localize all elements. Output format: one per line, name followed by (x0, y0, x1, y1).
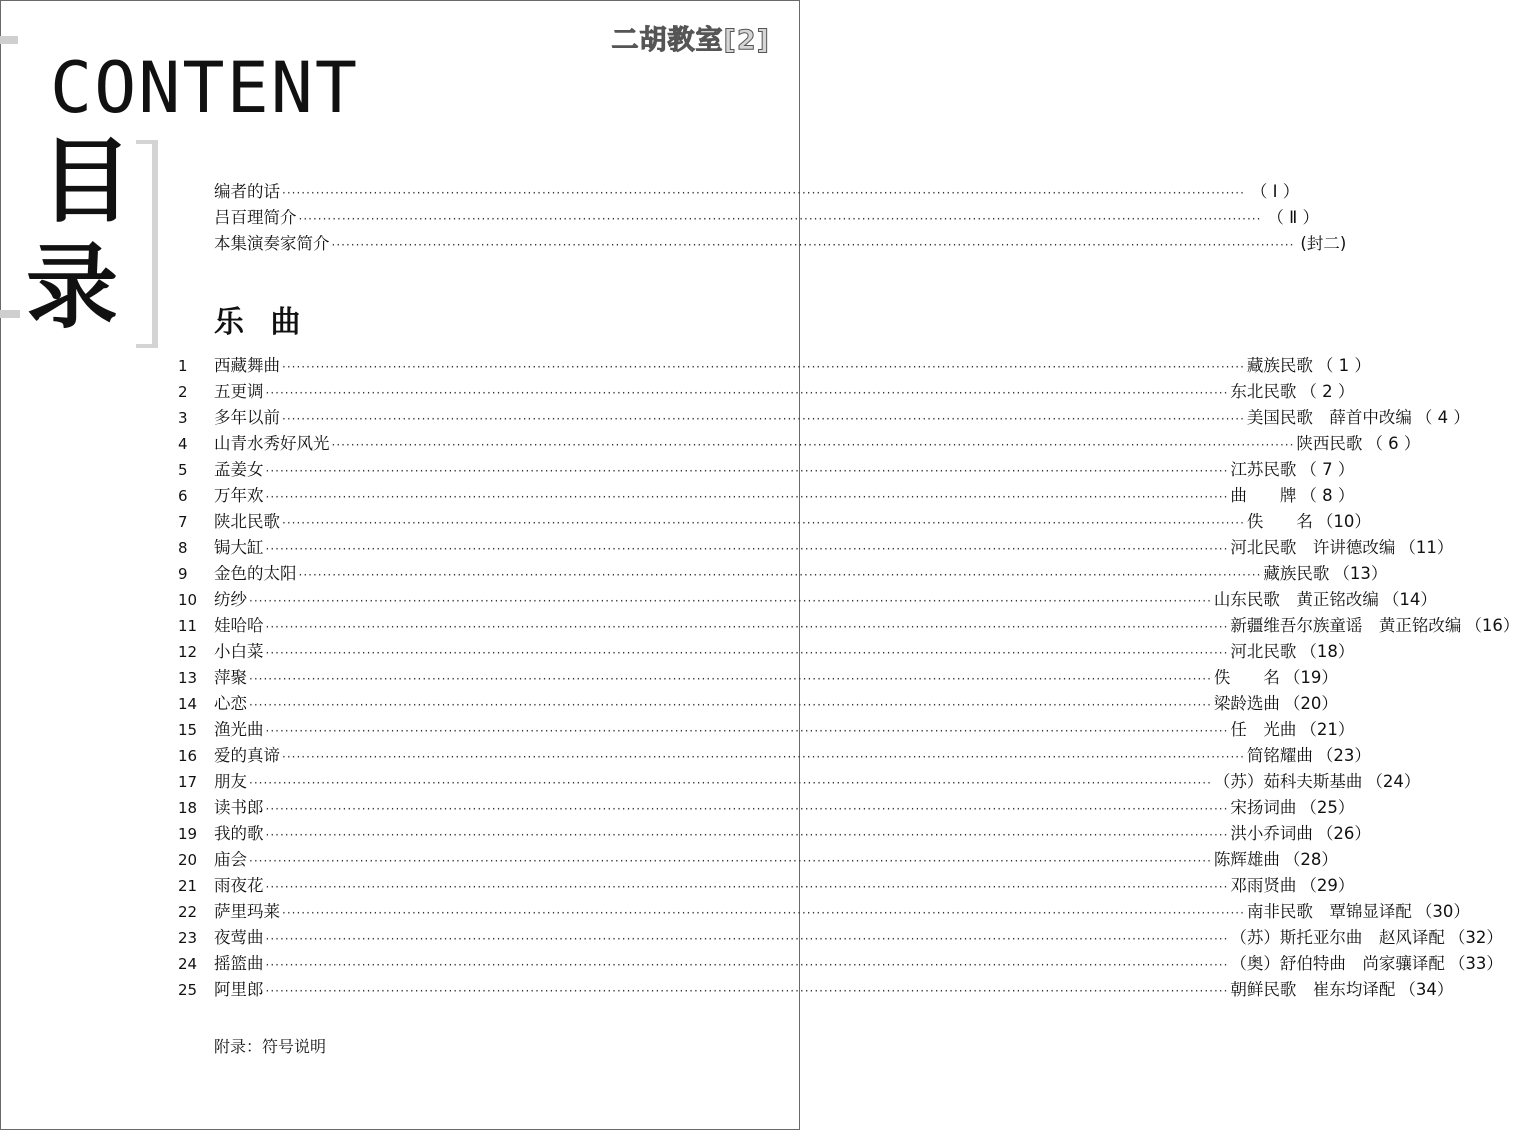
entry-author: 陕西民歌 (1296, 434, 1363, 453)
dot-leader: ········································································································································································································ (265, 464, 1229, 478)
entry-title: 萨里玛莱 (214, 902, 280, 921)
entry-page: （ 8 ） (1300, 486, 1355, 505)
toc-entry[interactable] (178, 586, 1437, 612)
dot-leader: ········································································································································································································ (265, 932, 1229, 946)
entry-author: 东北民歌 (1230, 382, 1297, 401)
toc-entry[interactable] (178, 716, 1355, 742)
entry-page: （19） (1283, 668, 1338, 687)
dot-leader: ········································································································································································································ (282, 750, 1245, 764)
toc-entry[interactable] (178, 482, 1355, 508)
entry-page: （16） (1465, 616, 1519, 635)
entry-page: （ Ⅱ ） (1267, 208, 1320, 227)
entry-page: （13） (1333, 564, 1388, 583)
entry-author: 佚 名 (1246, 512, 1313, 531)
entry-number: 9 (178, 565, 188, 583)
toc-entry[interactable] (178, 924, 1503, 950)
entry-title: 小白菜 (214, 642, 264, 661)
dot-leader: ········································································································································································································ (265, 724, 1229, 738)
entry-title: 纺纱 (214, 590, 247, 609)
entry-number: 18 (178, 799, 198, 817)
entry-page: （23） (1316, 746, 1371, 765)
entry-author: 宋扬词曲 (1230, 798, 1297, 817)
dot-leader: ········································································································································································································ (282, 360, 1245, 374)
dot-leader: ········································································································································································································ (249, 594, 1212, 608)
intro-list (214, 178, 1347, 256)
entry-page: （30） (1415, 902, 1470, 921)
entry-page: （20） (1283, 694, 1338, 713)
toc-entry[interactable] (214, 178, 1300, 204)
toc-entry[interactable] (178, 638, 1355, 664)
entry-page: （29） (1300, 876, 1355, 895)
toc-entry[interactable] (178, 872, 1355, 898)
entry-title: 萍聚 (214, 668, 247, 687)
entry-title: 五更调 (214, 382, 264, 401)
entry-title: 万年欢 (214, 486, 264, 505)
entry-number: 12 (178, 643, 198, 661)
entry-title: 编者的话 (214, 182, 280, 201)
entry-number: 11 (178, 617, 198, 635)
entry-author: 邓雨贤曲 (1230, 876, 1297, 895)
entry-author: 藏族民歌 (1263, 564, 1330, 583)
entry-author: 河北民歌 (1230, 642, 1297, 661)
entry-author: 山东民歌 黄正铭改编 (1213, 590, 1379, 609)
entry-title: 本集演奏家简介 (214, 234, 330, 253)
entry-title: 金色的太阳 (214, 564, 297, 583)
dot-leader: ········································································································································································································ (331, 438, 1295, 452)
entry-title: 夜莺曲 (214, 928, 264, 947)
entry-author: 藏族民歌 (1246, 356, 1313, 375)
entry-author: （奥）舒伯特曲 尚家骧译配 (1230, 954, 1445, 973)
entry-author: 江苏民歌 (1230, 460, 1297, 479)
entry-title: 读书郎 (214, 798, 264, 817)
entry-author: 朝鲜民歌 崔东均译配 (1230, 980, 1396, 999)
toc-entry[interactable] (178, 794, 1355, 820)
entry-number: 23 (178, 929, 198, 947)
dot-leader: ········································································································································································································ (249, 698, 1212, 712)
toc-entry[interactable] (214, 230, 1347, 256)
entry-title: 锔大缸 (214, 538, 264, 557)
toc-entry[interactable] (178, 508, 1371, 534)
entry-title: 吕百理简介 (214, 208, 297, 227)
entry-title: 娃哈哈 (214, 616, 264, 635)
series-title: 二胡教室[2] (611, 25, 770, 56)
entry-author: 美国民歌 薛首中改编 (1246, 408, 1412, 427)
entry-number: 13 (178, 669, 198, 687)
entry-page: （ 7 ） (1300, 460, 1355, 479)
entry-number: 5 (178, 461, 188, 479)
entry-number: 25 (178, 981, 198, 999)
entry-title: 阿里郎 (214, 980, 264, 999)
dot-leader: ········································································································································································································ (249, 776, 1212, 790)
appendix-note: 附录：符号说明 (214, 1037, 327, 1056)
entry-page: (封二) (1300, 234, 1347, 253)
dot-leader: ········································································································································································································ (282, 906, 1245, 920)
entry-author: 曲 牌 (1230, 486, 1297, 505)
section-title: 乐 曲 (214, 305, 309, 340)
entry-number: 16 (178, 747, 198, 765)
entry-page: （26） (1316, 824, 1371, 843)
entry-author: 新疆维吾尔族童谣 黄正铭改编 (1230, 616, 1462, 635)
toc-entry[interactable] (178, 430, 1421, 456)
entry-number: 19 (178, 825, 198, 843)
decor-band-top (0, 36, 18, 44)
entry-page: （34） (1399, 980, 1454, 999)
entry-title: 雨夜花 (214, 876, 264, 895)
toc-entry[interactable] (178, 950, 1503, 976)
dot-leader: ········································································································································································································ (265, 646, 1229, 660)
dot-leader: ········································································································································································································ (265, 880, 1229, 894)
entry-number: 22 (178, 903, 198, 921)
toc-entry[interactable] (178, 768, 1421, 794)
entry-number: 21 (178, 877, 198, 895)
toc-entry[interactable] (178, 742, 1371, 768)
entry-title: 渔光曲 (214, 720, 264, 739)
entry-title: 爱的真谛 (214, 746, 280, 765)
entry-title: 我的歌 (214, 824, 264, 843)
dot-leader: ········································································································································································································ (265, 984, 1229, 998)
dot-leader: ········································································································································································································ (265, 542, 1229, 556)
entry-number: 7 (178, 513, 188, 531)
entry-title: 孟姜女 (214, 460, 264, 479)
toc-entry[interactable] (178, 820, 1371, 846)
toc-entry[interactable] (178, 456, 1355, 482)
toc-entry[interactable] (178, 846, 1338, 872)
dot-leader: ········································································································································································································ (282, 186, 1245, 200)
dot-leader: ········································································································································································································ (298, 212, 1262, 226)
entry-number: 6 (178, 487, 188, 505)
toc-char-lu: 录 (26, 234, 119, 341)
entry-page: （ 1 ） (1316, 356, 1371, 375)
entry-author: 陈辉雄曲 (1213, 850, 1280, 869)
entry-title: 摇篮曲 (214, 954, 264, 973)
entry-author: 梁龄选曲 (1213, 694, 1280, 713)
content-heading: CONTENT (50, 47, 360, 129)
entry-author: 任 光曲 (1230, 720, 1297, 739)
entry-page: （25） (1300, 798, 1355, 817)
toc-entry[interactable] (178, 534, 1454, 560)
toc-entry[interactable] (178, 976, 1454, 1002)
dot-leader: ········································································································································································································ (265, 802, 1229, 816)
entry-number: 1 (178, 357, 188, 375)
entry-page: （ 4 ） (1415, 408, 1470, 427)
entry-number: 10 (178, 591, 198, 609)
toc-entry[interactable] (178, 560, 1388, 586)
entry-number: 14 (178, 695, 198, 713)
toc-entry[interactable] (178, 404, 1470, 430)
toc-entry[interactable] (214, 204, 1320, 230)
entry-page: （10） (1316, 512, 1371, 531)
toc-entry[interactable] (178, 352, 1371, 378)
entry-page: （11） (1399, 538, 1454, 557)
entry-title: 陕北民歌 (214, 512, 280, 531)
entry-author: 佚 名 (1213, 668, 1280, 687)
dot-leader: ········································································································································································································ (298, 568, 1262, 582)
toc-entry[interactable] (178, 664, 1338, 690)
entry-author: 南非民歌 覃锦显译配 (1246, 902, 1412, 921)
entry-title: 庙会 (214, 850, 247, 869)
entry-number: 20 (178, 851, 198, 869)
dot-leader: ········································································································································································································ (265, 958, 1229, 972)
entry-number: 3 (178, 409, 188, 427)
toc-entry[interactable] (178, 612, 1519, 638)
decor-bracket (136, 140, 158, 348)
entry-title: 心恋 (214, 694, 247, 713)
dot-leader: ········································································································································································································ (282, 412, 1245, 426)
entry-page: （32） (1448, 928, 1503, 947)
dot-leader: ········································································································································································································ (249, 672, 1212, 686)
dot-leader: ········································································································································································································ (265, 386, 1229, 400)
toc-char-mu: 目 (40, 128, 133, 235)
entry-author: 简铭耀曲 (1246, 746, 1313, 765)
entry-number: 15 (178, 721, 198, 739)
song-list (178, 352, 1519, 1002)
entry-page: （24） (1366, 772, 1421, 791)
entry-author: 洪小乔词曲 (1230, 824, 1313, 843)
toc-entry[interactable] (178, 898, 1470, 924)
toc-entry[interactable] (178, 378, 1355, 404)
entry-number: 8 (178, 539, 188, 557)
entry-number: 2 (178, 383, 188, 401)
entry-page: （28） (1283, 850, 1338, 869)
dot-leader: ········································································································································································································ (265, 620, 1229, 634)
decor-band-bottom (0, 310, 20, 318)
entry-page: （ 6 ） (1366, 434, 1421, 453)
entry-page: （33） (1448, 954, 1503, 973)
entry-author: 河北民歌 许讲德改编 (1230, 538, 1396, 557)
entry-title: 多年以前 (214, 408, 280, 427)
entry-number: 4 (178, 435, 188, 453)
entry-title: 西藏舞曲 (214, 356, 280, 375)
dot-leader: ········································································································································································································ (331, 238, 1295, 252)
entry-author: （苏）斯托亚尔曲 赵风译配 (1230, 928, 1445, 947)
entry-number: 17 (178, 773, 198, 791)
entry-page: （ Ⅰ ） (1250, 182, 1300, 201)
entry-number: 24 (178, 955, 198, 973)
entry-title: 朋友 (214, 772, 247, 791)
entry-page: （18） (1300, 642, 1355, 661)
dot-leader: ········································································································································································································ (265, 490, 1229, 504)
entry-page: （ 2 ） (1300, 382, 1355, 401)
dot-leader: ········································································································································································································ (265, 828, 1229, 842)
toc-entry[interactable] (178, 690, 1338, 716)
entry-page: （21） (1300, 720, 1355, 739)
entry-author: （苏）茹科夫斯基曲 (1213, 772, 1363, 791)
dot-leader: ········································································································································································································ (249, 854, 1212, 868)
entry-title: 山青水秀好风光 (214, 434, 330, 453)
entry-page: （14） (1382, 590, 1437, 609)
dot-leader: ········································································································································································································ (282, 516, 1245, 530)
